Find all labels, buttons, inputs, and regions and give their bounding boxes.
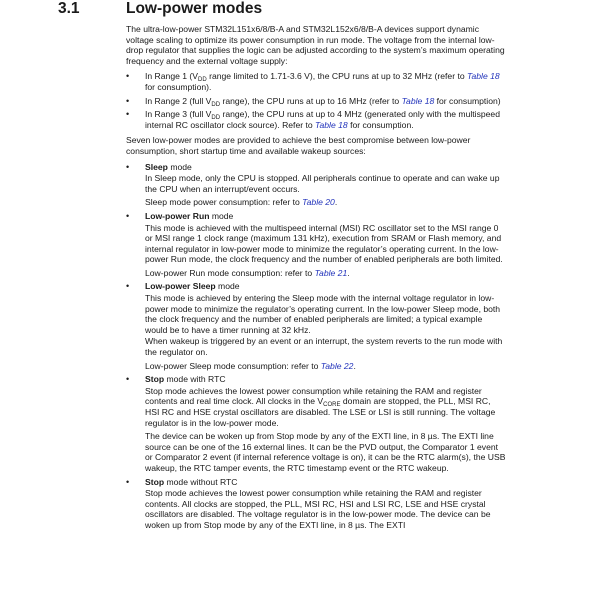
mode-description: Stop mode achieves the lowest power consumption while retaining the RAM and register contents and real time clock. All clocks in the $V_{CORE}$ domain are stopped, the PLL, MSI RC, HSI RC and HSE crystal oscillators are disabled. The LSE or LSI is still running. The voltage regulator is in the low-power mode. <box>145 385 496 428</box>
mode-stop-without-rtc <box>126 477 506 531</box>
mode-description: This mode is achieved by entering the Sleep mode with the internal voltage regulator in low-power mode to minimize the regulator’s operating current. In the low-power Sleep mode, both the clock frequency and the number of enabled peripherals are limited; a typical example would be to have a timer running at 32 kHz. <box>145 293 501 335</box>
table-link[interactable]: Table 21 <box>314 267 348 278</box>
modes-intro-paragraph: Seven low-power modes are provided to achieve the best compromise between low-power consumption, short startup time and available wakeup sources: <box>126 135 471 156</box>
mode-description: Stop mode achieves the lowest power consumption while retaining the RAM and register contents. All clocks are stopped, the PLL, MSI RC, HSI and LSI RC, LSE and HSE crystal oscillators are disabled. The voltage regulator is in the low-power mode. The device can be woken up from Stop mode by any of the EXTI line, in 8 µs. The EXTI <box>145 488 491 530</box>
section-body <box>126 24 506 536</box>
mode-consumption: Low-power Sleep mode consumption: refer to Table 22. <box>145 360 356 371</box>
mode-low-power-sleep <box>126 281 506 371</box>
range-item: • In Range 3 (full $V_{DD}$ range), the CPU runs at up to 4 MHz (generated only with the multispeed internal RC oscillator clock source). Refer to Table 18 for consumption. <box>126 109 506 130</box>
mode-title: • Stop mode without RTC <box>145 476 238 487</box>
range-item: • In Range 2 (full $V_{DD}$ range), the CPU runs at up to 16 MHz (refer to Table 18 for consumption) <box>126 96 506 107</box>
intro-paragraph: The ultra-low-power STM32L151x6/8/B-A and STM32L152x6/8/B-A devices support dynamic voltage scaling to optimize its power consumption in run mode. The voltage from the internal low-drop regulator that supplies the logic can be adjusted according to the system’s maximum operating frequency and the external voltage supply: <box>126 24 505 66</box>
table-link[interactable]: Table 18 <box>315 119 348 130</box>
low-power-modes-list <box>126 162 506 531</box>
mode-description: In Sleep mode, only the CPU is stopped. All peripherals continue to operate and can wake up the CPU when an interrupt/event occurs. <box>145 173 500 194</box>
mode-description-wakeup: When wakeup is triggered by an event or an interrupt, the system reverts to the run mode with the regulator on. <box>145 336 503 358</box>
section-number: 3.1 <box>58 0 80 17</box>
range-item: • In Range 1 ($V_{DD}$ range limited to 1.71-3.6 V), the CPU runs at up to 32 MHz (refer to Table 18 for consumption). <box>126 71 506 92</box>
voltage-range-list <box>126 71 506 130</box>
mode-title: • Low-power Sleep mode <box>145 281 240 292</box>
mode-wakeup-description: The device can be woken up from Stop mode by any of the EXTI line, in 8 µs. The EXTI line source can be one of the 16 external lines. It can be the PVD output, the Comparator 1 event or Comparator 2 event (if internal reference voltage is on), it can be the RTC alarm(s), the USB wakeup, the RTC tamper events, the RTC timestamp event or the RTC wakeup. <box>145 431 506 473</box>
table-link[interactable]: Table 20 <box>302 197 335 208</box>
mode-consumption: Sleep mode power consumption: refer to Table 20. <box>145 197 338 208</box>
mode-title: • Stop mode with RTC <box>145 374 226 385</box>
mode-sleep <box>126 162 506 208</box>
table-link[interactable]: Table 18 <box>401 95 435 106</box>
mode-low-power-run <box>126 211 506 279</box>
mode-stop-with-rtc <box>126 374 506 473</box>
mode-consumption: Low-power Run mode consumption: refer to Table 21. <box>145 267 350 278</box>
mode-description: This mode is achieved with the multispeed internal (MSI) RC oscillator set to the MSI range 0 or MSI range 1 clock range (maximum 131 kHz), execution from SRAM or Flash memory, and internal regulator in low-power mode to minimize the regulator’s operating current. In the low-power Run mode, the clock frequency and the number of enabled peripherals are both limited. <box>145 222 503 265</box>
table-link[interactable]: Table 22 <box>320 360 354 371</box>
mode-title: • Low-power Run mode <box>145 210 234 221</box>
table-link[interactable]: Table 18 <box>467 71 500 82</box>
mode-title: • Sleep mode <box>145 161 192 172</box>
section-title: Low-power modes <box>126 0 263 17</box>
